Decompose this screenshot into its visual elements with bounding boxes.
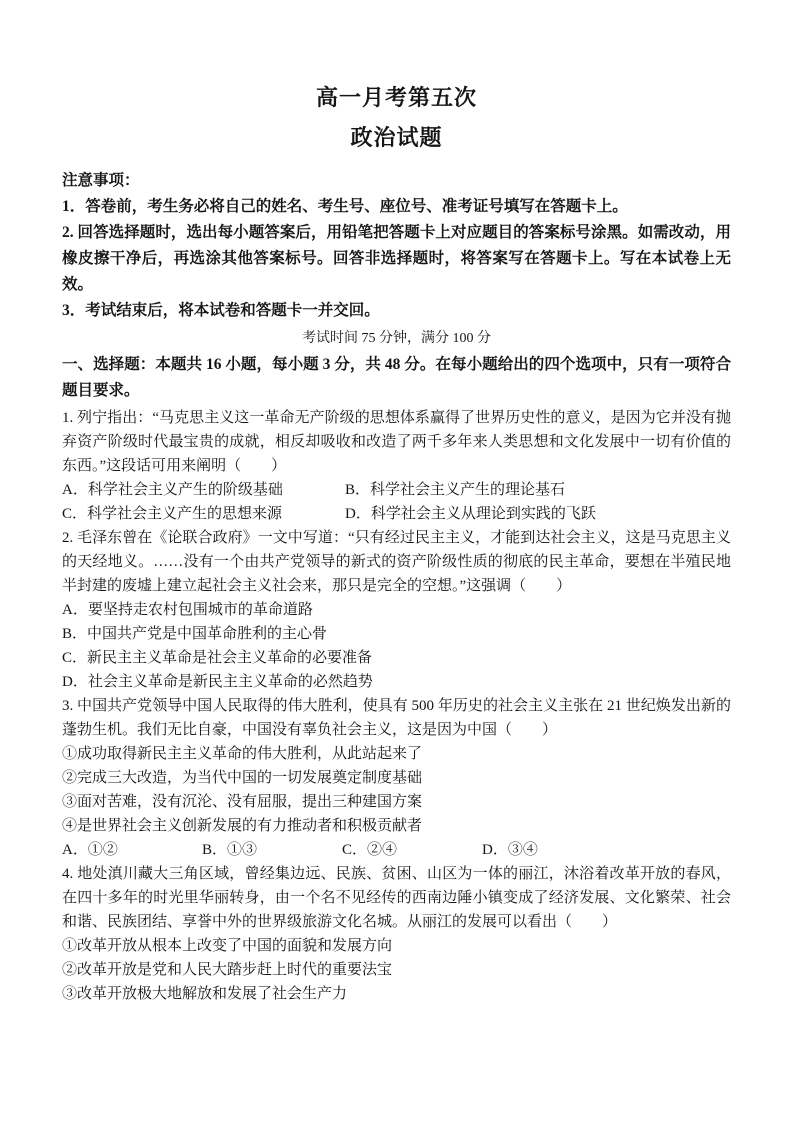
question-1	[62, 406, 731, 526]
question-1-option-b: B．科学社会主义产生的理论基石	[345, 482, 566, 498]
question-4-stem: 4. 地处滇川藏大三角区域，曾经集边远、民族、贫困、山区为一体的丽江，沐浴着改革开放的春风，在四十多年的时光里华丽转身，由一个名不见经传的西南边陲小镇变成了经济发展、文化繁荣、社会和谐、民族团结、享誉中外的世界级旅游文化名城。从丽江的发展可以看出（ ）	[62, 866, 731, 930]
question-1-option-a: A．科学社会主义产生的阶级基础	[62, 482, 283, 498]
question-3-option-b: B．①③	[202, 842, 258, 858]
question-2-option-b: B．中国共产党是中国革命胜利的主心骨	[62, 626, 328, 642]
note-item-3: 3．考试结束后，将本试卷和答题卡一并交回。	[62, 302, 380, 319]
question-3-statement-2: ②完成三大改造，为当代中国的一切发展奠定制度基础	[62, 770, 423, 786]
notes-section	[62, 168, 731, 324]
question-1-options-row-1	[62, 478, 731, 502]
question-2-option-a: A．要坚持走农村包围城市的革命道路	[62, 602, 313, 618]
question-1-stem: 1. 列宁指出：“马克思主义这一革命无产阶级的思想体系赢得了世界历史性的意义，是因为它并没有抛弃资产阶级时代最宝贵的成就，相反却吸收和改造了两千多年来人类思想和文化发展中一切有价值的东西。”这段话可用来阐明（ ）	[62, 410, 731, 474]
question-3-stem: 3. 中国共产党领导中国人民取得的伟大胜利，使具有 500 年历史的社会主义主张在 21 世纪焕发出新的蓬勃生机。我们无比自豪，中国没有辜负社会主义，这是因为中国（ ）	[62, 698, 731, 738]
notes-heading: 注意事项：	[62, 172, 140, 189]
exam-subtitle: 政治试题	[350, 125, 443, 150]
section-heading: 一、选择题：本题共 16 小题，每小题 3 分，共 48 分。在每小题给出的四个选项中，只有一项符合题目要求。	[62, 356, 731, 399]
question-4-statement-3: ③改革开放极大地解放和发展了社会生产力	[62, 986, 348, 1002]
question-1-option-c: C．科学社会主义产生的思想来源	[62, 506, 283, 522]
question-4	[62, 862, 731, 1006]
question-2	[62, 526, 731, 694]
question-2-option-d: D．社会主义革命是新民主主义革命的必然趋势	[62, 674, 373, 690]
question-3-option-c: C．②④	[342, 842, 398, 858]
question-4-statement-1: ①改革开放从根本上改变了中国的面貌和发展方向	[62, 938, 393, 954]
exam-info: 考试时间 75 分钟，满分 100 分	[302, 331, 491, 346]
exam-title: 高一月考第五次	[315, 85, 477, 110]
question-3-statement-1: ①成功取得新民主主义革命的伟大胜利，从此站起来了	[62, 746, 423, 762]
note-item-2: 2. 回答选择题时，选出每小题答案后，用铅笔把答题卡上对应题目的答案标号涂黑。如需改动，用橡皮擦干净后，再选涂其他答案标号。回答非选择题时，将答案写在答题卡上。写在本试卷上无效。	[62, 224, 731, 293]
question-1-options-row-2	[62, 502, 731, 526]
question-3-options-row	[62, 838, 731, 862]
note-item-1: 1．答卷前，考生务必将自己的姓名、考生号、座位号、准考证号填写在答题卡上。	[62, 198, 628, 215]
question-3-option-a: A．①②	[62, 842, 118, 858]
question-3-option-d: D．③④	[482, 842, 538, 858]
question-1-option-d: D．科学社会主义从理论到实践的飞跃	[345, 506, 596, 522]
question-3	[62, 694, 731, 862]
question-4-statement-2: ②改革开放是党和人民大踏步赶上时代的重要法宝	[62, 962, 393, 978]
question-3-statement-4: ④是世界社会主义创新发展的有力推动者和积极贡献者	[62, 818, 423, 834]
question-2-stem: 2. 毛泽东曾在《论联合政府》一文中写道：“只有经过民主主义，才能到达社会主义，这是马克思主义的天经地义。……没有一个由共产党领导的新式的资产阶级性质的彻底的民主革命，要想在半殖民地半封建的废墟上建立起社会主义社会来，那只是完全的空想。”这强调（ ）	[62, 530, 731, 594]
question-3-statement-3: ③面对苦难，没有沉沦、没有屈服，提出三种建国方案	[62, 794, 423, 810]
question-2-option-c: C．新民主主义革命是社会主义革命的必要准备	[62, 650, 373, 666]
